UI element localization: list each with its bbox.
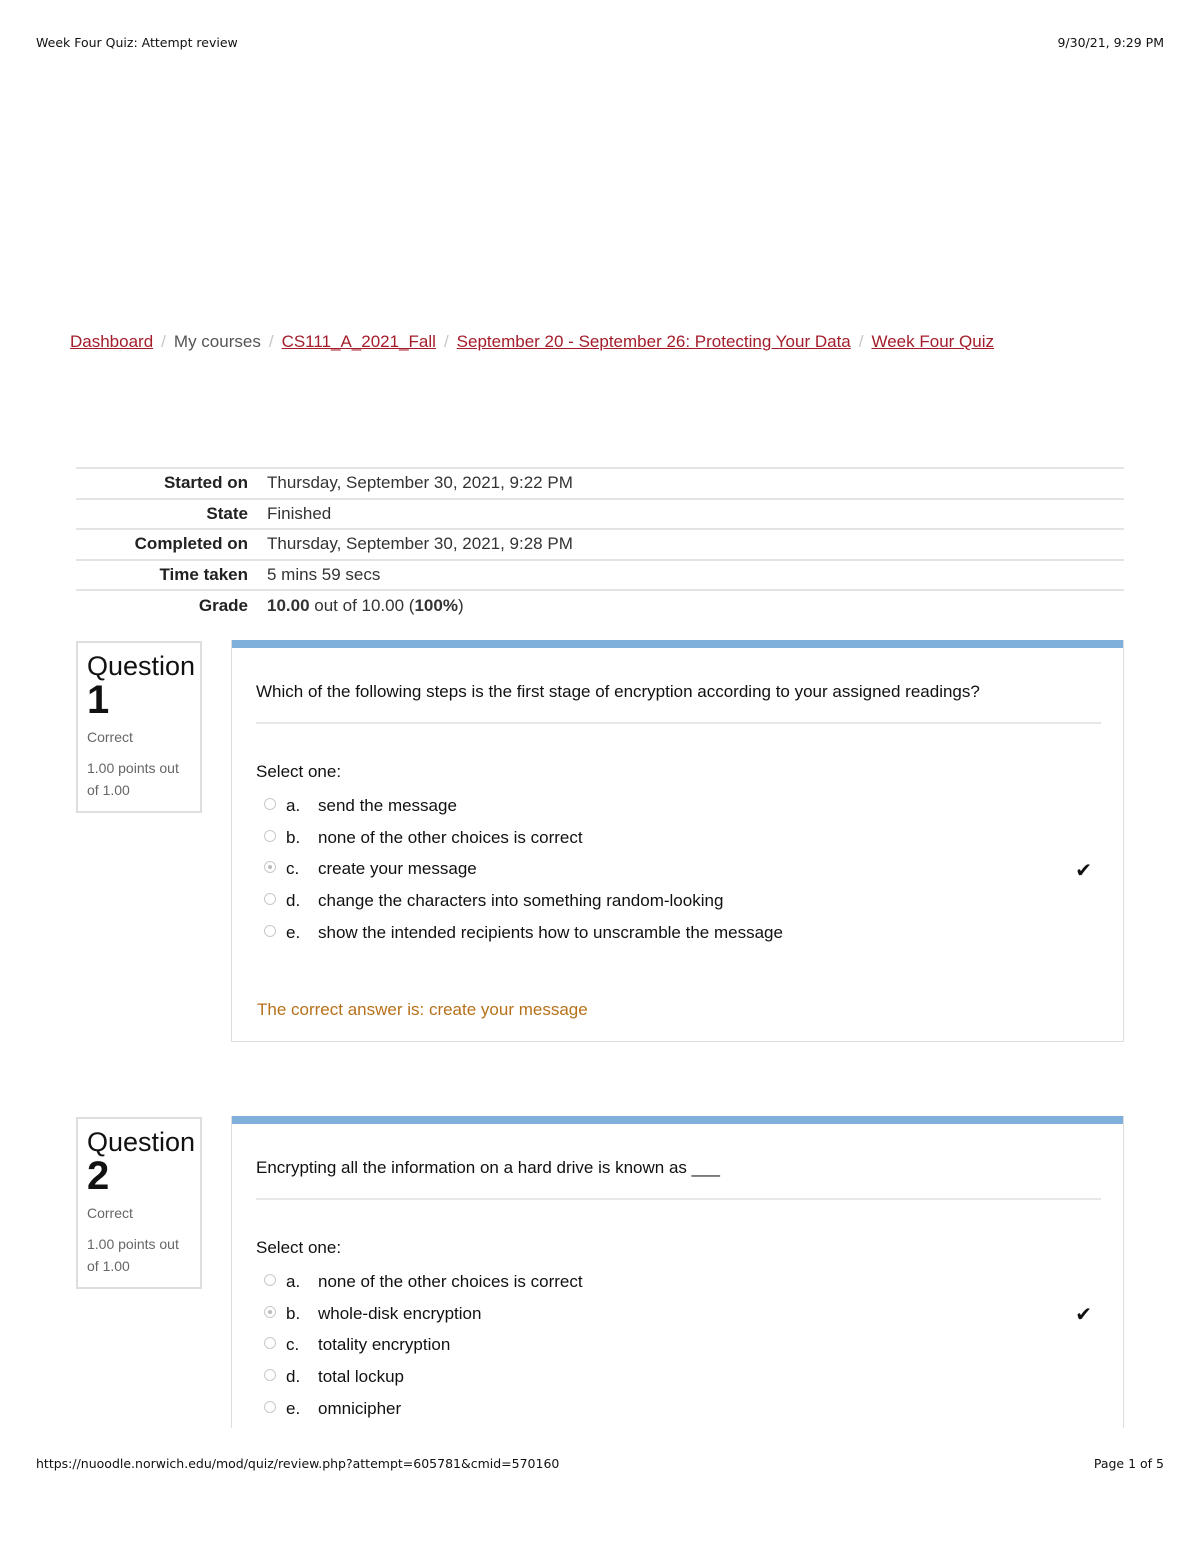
answer-option-a[interactable] <box>264 790 1123 822</box>
grade-label: Grade <box>76 590 267 621</box>
answer-text: totality encryption <box>318 1335 451 1355</box>
answer-option-c[interactable] <box>264 1330 1123 1362</box>
breadcrumb-separator: / <box>268 332 274 351</box>
question-word: Question <box>87 1127 196 1157</box>
question-state: Correct <box>87 729 133 745</box>
question-info <box>76 1117 202 1289</box>
summary-row-grade <box>76 590 1124 621</box>
answer-option-c[interactable] <box>264 854 1123 886</box>
answer-text: whole-disk encryption <box>318 1303 482 1323</box>
breadcrumb-course[interactable]: CS111_A_2021_Fall <box>281 332 436 351</box>
radio-icon[interactable] <box>264 1274 276 1286</box>
question-topbar <box>232 640 1123 648</box>
question-grade: 1.00 points out of 1.00 <box>87 760 179 798</box>
question-text: Which of the following steps is the first stage of encryption according to your assigned readings? <box>256 682 1101 724</box>
breadcrumb-my-courses: My courses <box>173 332 261 351</box>
answer-text: omnicipher <box>318 1399 402 1419</box>
answer-letter: a. <box>286 1271 301 1291</box>
state-value: Finished <box>267 499 1124 530</box>
answer-text: create your message <box>318 859 477 879</box>
question-number: 2 <box>87 1154 110 1198</box>
radio-icon[interactable] <box>264 1337 276 1349</box>
question-content <box>231 1116 1124 1428</box>
question-grade: 1.00 points out of 1.00 <box>87 1236 179 1274</box>
question-number: 1 <box>87 678 110 722</box>
print-title: Week Four Quiz: Attempt review <box>36 35 238 50</box>
breadcrumb-dashboard[interactable]: Dashboard <box>70 332 154 351</box>
answer-text: none of the other choices is correct <box>318 827 583 847</box>
breadcrumb <box>70 332 1130 352</box>
radio-icon[interactable] <box>264 798 276 810</box>
answer-text: change the characters into something random-looking <box>318 891 724 911</box>
answer-letter: c. <box>286 859 300 879</box>
completed-on-value: Thursday, September 30, 2021, 9:28 PM <box>267 529 1124 560</box>
summary-row-state <box>76 499 1124 530</box>
answer-option-e[interactable] <box>264 1393 1123 1425</box>
question-topbar <box>232 1116 1123 1124</box>
answer-letter: e. <box>286 1399 301 1419</box>
question-info <box>76 641 202 813</box>
answer-option-b[interactable] <box>264 822 1123 854</box>
answer-letter: e. <box>286 923 301 943</box>
answer-text: show the intended recipients how to unscramble the message <box>318 923 783 943</box>
radio-icon[interactable] <box>264 830 276 842</box>
breadcrumb-separator: / <box>161 332 166 351</box>
radio-selected-icon[interactable] <box>264 861 276 873</box>
question-content <box>231 640 1124 978</box>
question-feedback <box>231 978 1124 1042</box>
radio-icon[interactable] <box>264 1401 276 1413</box>
grade-end: ) <box>457 595 464 615</box>
breadcrumb-section[interactable]: September 20 - September 26: Protecting Your Data <box>456 332 851 351</box>
print-page-number: Page 1 of 5 <box>1093 1456 1164 1471</box>
select-one-prompt: Select one: <box>256 762 342 781</box>
question-text: Encrypting all the information on a hard drive is known as ___ <box>256 1158 1101 1200</box>
grade-score: 10.00 <box>267 595 310 615</box>
radio-selected-icon[interactable] <box>264 1306 276 1318</box>
grade-mid: out of 10.00 ( <box>309 595 415 615</box>
time-taken-label: Time taken <box>76 560 267 591</box>
select-one-prompt: Select one: <box>256 1238 342 1257</box>
state-label: State <box>76 499 267 530</box>
answer-letter: a. <box>286 795 301 815</box>
radio-icon[interactable] <box>264 1369 276 1381</box>
attempt-summary-table <box>76 467 1124 621</box>
summary-row-started <box>76 468 1124 499</box>
summary-row-completed <box>76 529 1124 560</box>
answer-letter: d. <box>286 1367 301 1387</box>
answer-text: send the message <box>318 795 457 815</box>
breadcrumb-quiz[interactable]: Week Four Quiz <box>871 332 994 351</box>
answer-option-a[interactable] <box>264 1266 1123 1298</box>
time-taken-value: 5 mins 59 secs <box>267 560 1124 591</box>
check-icon: ✔ <box>1075 859 1092 882</box>
started-on-label: Started on <box>76 468 267 499</box>
print-url: https://nuoodle.norwich.edu/mod/quiz/review.php?attempt=605781&cmid=570160 <box>36 1456 560 1471</box>
grade-percent: 100% <box>414 595 458 615</box>
breadcrumb-separator: / <box>858 332 864 351</box>
print-datetime: 9/30/21, 9:29 PM <box>1057 35 1164 50</box>
correct-answer-text: The correct answer is: create your message <box>257 1000 588 1019</box>
answer-list <box>264 790 1123 949</box>
answer-list <box>264 1266 1123 1425</box>
answer-option-b[interactable] <box>264 1298 1123 1330</box>
check-icon: ✔ <box>1075 1303 1092 1326</box>
summary-row-time <box>76 560 1124 591</box>
answer-letter: c. <box>286 1335 300 1355</box>
answer-option-e[interactable] <box>264 917 1123 949</box>
completed-on-label: Completed on <box>76 529 267 560</box>
grade-value <box>267 590 1124 621</box>
answer-text: none of the other choices is correct <box>318 1271 583 1291</box>
breadcrumb-separator: / <box>443 332 449 351</box>
radio-icon[interactable] <box>264 925 276 937</box>
print-header <box>36 35 1164 50</box>
answer-letter: b. <box>286 1303 301 1323</box>
question-word: Question <box>87 651 196 681</box>
answer-option-d[interactable] <box>264 1361 1123 1393</box>
answer-option-d[interactable] <box>264 885 1123 917</box>
answer-letter: b. <box>286 827 301 847</box>
question-state: Correct <box>87 1205 133 1221</box>
started-on-value: Thursday, September 30, 2021, 9:22 PM <box>267 468 1124 499</box>
answer-letter: d. <box>286 891 301 911</box>
print-footer <box>36 1456 1164 1471</box>
answer-text: total lockup <box>318 1367 404 1387</box>
radio-icon[interactable] <box>264 893 276 905</box>
